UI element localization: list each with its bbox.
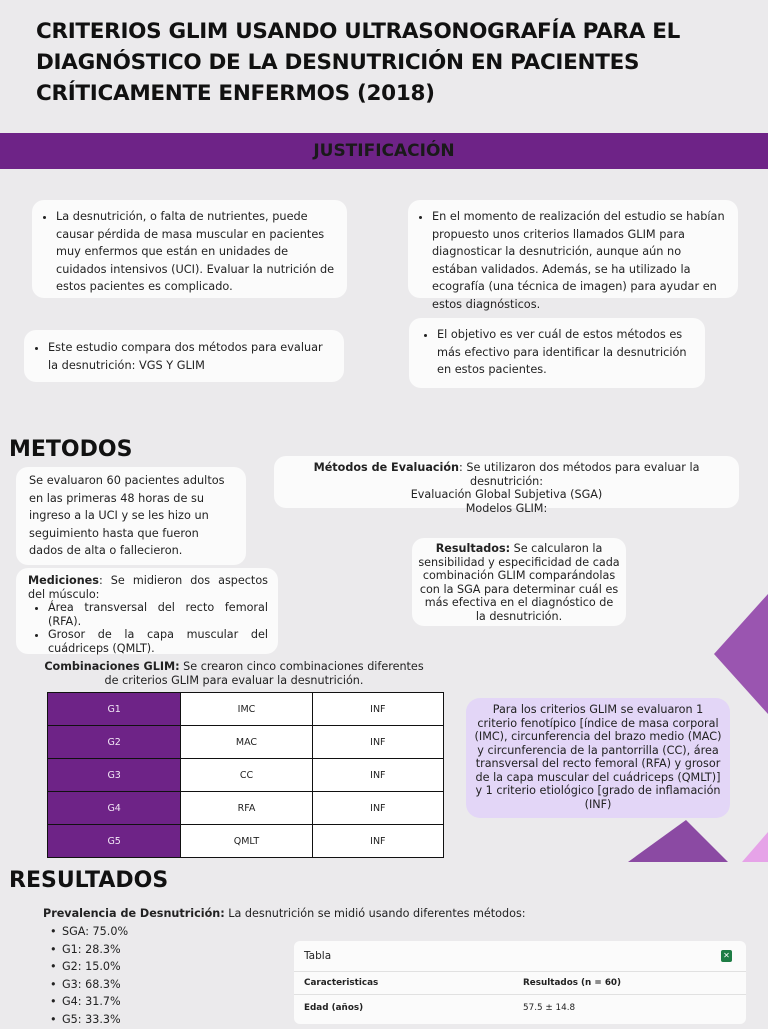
spreadsheet-icon[interactable]: ✕ <box>721 950 732 962</box>
tabla-panel <box>294 941 746 1024</box>
prevalencia-label: Prevalencia de Desnutrición: <box>43 907 225 920</box>
resultados-text: Se calcularon la sensibilidad y especificidad de cada combinación GLIM comparándolas con la SGA para determinar cuál es más efectiva en el diagnóstico de la desnutrición. <box>418 542 620 623</box>
table-row <box>48 792 444 825</box>
mediciones-label: Mediciones <box>28 574 99 587</box>
metodos-heading: METODOS <box>9 437 133 462</box>
criterios-note: Para los criterios GLIM se evaluaron 1 criterio fenotípico [índice de masa corporal (IMC), circunferencia del brazo medio (MAC) y circunferencia de la pantorrilla (CC), área transversal del recto femoral (RFA) y grosor de la capa muscular del cuádriceps (QMLT)] y 1 criterio etiológico [grado de inflamación (INF) <box>466 698 730 818</box>
combinaciones-label: Combinaciones GLIM: <box>44 660 180 673</box>
table-cell: G4 <box>48 792 181 825</box>
table-cell: INF <box>312 759 443 792</box>
table-cell: G1 <box>48 693 181 726</box>
mediciones-item: • Área transversal del recto femoral (RFA). <box>48 601 268 628</box>
card-text: • Este estudio compara dos métodos para evaluar la desnutrición: VGS Y GLIM <box>48 339 334 374</box>
table-row <box>48 726 444 759</box>
tabla-row-label: Edad (años) <box>304 1003 364 1013</box>
resultados-metodo-card <box>412 538 626 626</box>
evaluacion-glim: Modelos GLIM: <box>465 501 548 515</box>
triangle-shape <box>628 820 728 862</box>
list-item: • G2: 15.0% <box>48 958 128 976</box>
evaluacion-sga: Evaluación Global Subjetiva (SGA) <box>410 488 603 501</box>
card-text: • La desnutrición, o falta de nutrientes, puede causar pérdida de masa muscular en pacientes muy enfermos que están en unidades de cuidados intensivos (UCI). Evaluar la nutrición de estos pacientes es complicado. <box>56 208 335 296</box>
table-cell: CC <box>181 759 312 792</box>
card-text: • El objetivo es ver cuál de estos métodos es más efectivo para identificar la desnutrición en estos pacientes. <box>437 326 697 379</box>
mediciones-item: • Grosor de la capa muscular del cuádriceps (QMLT). <box>48 628 268 655</box>
table-cell: INF <box>312 825 443 858</box>
table-cell: G5 <box>48 825 181 858</box>
mediciones-card <box>16 568 278 654</box>
tabla-title: Tabla <box>304 950 332 962</box>
list-item: • G4: 31.7% <box>48 993 128 1011</box>
tabla-row-value: 57.5 ± 14.8 <box>523 1003 576 1013</box>
pacientes-card <box>16 467 246 565</box>
evaluacion-text: : Se utilizaron dos métodos para evaluar la desnutrición: <box>459 461 700 488</box>
table-row <box>48 825 444 858</box>
table-row <box>48 759 444 792</box>
combinaciones-text: Se crearon cinco combinaciones diferentes de criterios GLIM para evaluar la desnutrición. <box>104 660 424 687</box>
table-cell: MAC <box>181 726 312 759</box>
resultados-label: Resultados: <box>435 542 511 555</box>
prevalencia-list <box>48 923 128 1029</box>
pacientes-text: Se evaluaron 60 pacientes adultos en las primeras 48 horas de su ingreso a la UCI y se les hizo un seguimiento hasta que fueron dados de alta o fallecieron. <box>29 474 225 557</box>
combinaciones-text-block <box>40 660 428 687</box>
page-title: CRITERIOS GLIM USANDO ULTRASONOGRAFÍA PARA EL DIAGNÓSTICO DE LA DESNUTRICIÓN EN PACIENTES CRÍTICAMENTE ENFERMOS (2018) <box>36 19 681 106</box>
table-cell: IMC <box>181 693 312 726</box>
prevalencia-text: La desnutrición se midió usando diferentes métodos: <box>224 907 526 920</box>
table-cell: G3 <box>48 759 181 792</box>
evaluacion-card <box>274 456 739 515</box>
justificacion-heading: JUSTIFICACIÓN <box>313 141 455 161</box>
card-text: • En el momento de realización del estudio se habían propuesto unos criterios llamados GLIM para diagnosticar la desnutrición, aunque aún no estában validados. Además, se ha utilizado la ecografía (una técnica de imagen) para ayudar en estos diagnósticos. <box>432 208 730 313</box>
evaluacion-label: Métodos de Evaluación <box>313 461 460 474</box>
table-cell: G2 <box>48 726 181 759</box>
list-item: • G5: 33.3% <box>48 1011 128 1029</box>
glim-table <box>47 692 444 858</box>
table-cell: INF <box>312 693 443 726</box>
table-cell: QMLT <box>181 825 312 858</box>
mediciones-text: : Se midieron dos aspectos del músculo: <box>28 574 268 601</box>
resultados-heading: RESULTADOS <box>9 868 169 893</box>
table-cell: RFA <box>181 792 312 825</box>
tabla-col-caracteristicas: Caracteristicas <box>304 978 379 988</box>
diamond-shape <box>714 594 768 714</box>
triangle-shape-pink <box>742 832 768 862</box>
table-row <box>48 693 444 726</box>
list-item: • SGA: 75.0% <box>48 923 128 941</box>
list-item: • G1: 28.3% <box>48 941 128 959</box>
table-cell: INF <box>312 792 443 825</box>
list-item: • G3: 68.3% <box>48 976 128 994</box>
tabla-col-resultados: Resultados (n = 60) <box>523 978 622 988</box>
table-cell: INF <box>312 726 443 759</box>
prevalencia-line <box>43 907 526 920</box>
